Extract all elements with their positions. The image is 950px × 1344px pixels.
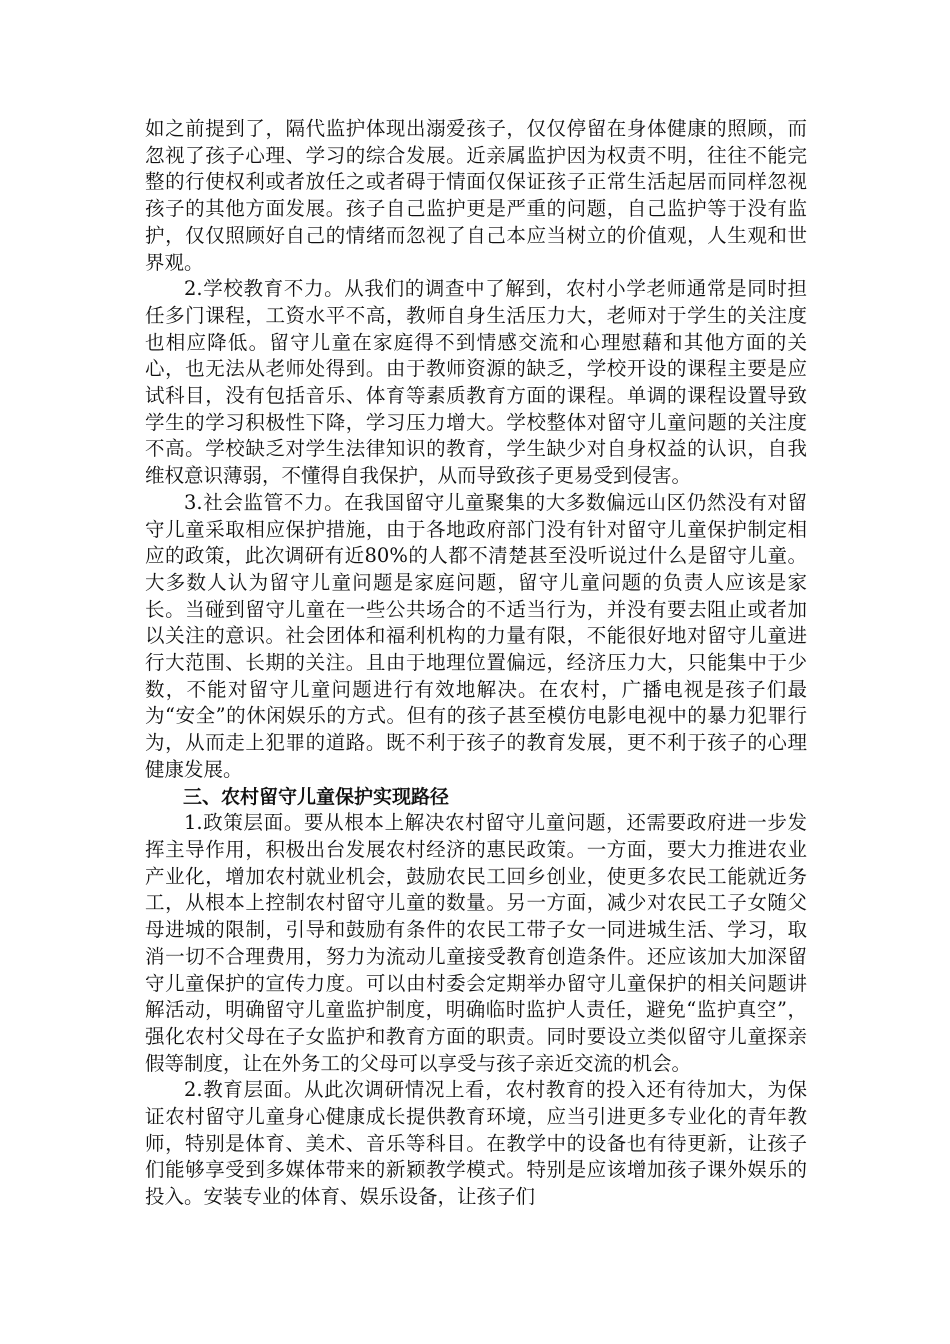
paragraph-guardianship: 如之前提到了，隔代监护体现出溺爱孩子，仅仅停留在身体健康的照顾，而忽视了孩子心理、学习的综合发展。近亲属监护因为权责不明，往往不能完整的行使权利或者放任之或者碍于情面仅保证孩子正常生活起居而同样忽视孩子的其他方面发展。孩子自己监护更是严重的问题，自己监护等于没有监护，仅仅照顾好自己的情绪而忽视了自己本应当树立的价值观，人生观和世界观。 <box>145 117 807 274</box>
paragraph-education-level: 2.教育层面。从此次调研情况上看，农村教育的投入还有待加大，为保证农村留守儿童身心健康成长提供教育环境，应当引进更多专业化的青年教师，特别是体育、美术、音乐等科目。在教学中的设备也有待更新，让孩子们能够享受到多媒体带来的新颖教学模式。特别是应该增加孩子课外娱乐的投入。安装专业的体育、娱乐设备，让孩子们 <box>145 1078 807 1209</box>
paragraph-policy-level: 1.政策层面。要从根本上解决农村留守儿童问题，还需要政府进一步发挥主导作用，积极出台发展农村经济的惠民政策。一方面，要大力推进农业产业化，增加农村就业机会，鼓励农民工回乡创业，使更多农民工能就近务工，从根本上控制农村留守儿童的数量。另一方面，减少对农民工子女随父母进城的限制，引导和鼓励有条件的农民工带子女一同进城生活、学习，取消一切不合理费用，努力为流动儿童接受教育创造条件。还应该加大加深留守儿童保护的宣传力度。可以由村委会定期举办留守儿童保护的相关问题讲解活动，明确留守儿童监护制度，明确临时监护人责任，避免“监护真空”，强化农村父母在子女监护和教育方面的职责。同时要设立类似留守儿童探亲假等制度，让在外务工的父母可以享受与孩子亲近交流的机会。 <box>145 811 807 1075</box>
paragraph-school-education: 2.学校教育不力。从我们的调查中了解到，农村小学老师通常是同时担任多门课程，工资水平不高，教师自身生活压力大，老师对于学生的关注度也相应降低。留守儿童在家庭得不到情感交流和心理慰藉和其他方面的关心，也无法从老师处得到。由于教师资源的缺乏，学校开设的课程主要是应试科目，没有包括音乐、体育等素质教育方面的课程。单调的课程设置导致学生的学习积极性下降，学习压力增大。学校整体对留守儿童问题的关注度不高。学校缺乏对学生法律知识的教育，学生缺少对自身权益的认识，自我维权意识薄弱，不懂得自我保护，从而导致孩子更易受到侵害。 <box>145 277 807 488</box>
section-heading: 三、农村留守儿童保护实现路径 <box>183 785 450 808</box>
document-body <box>145 116 807 1211</box>
paragraph-social-supervision: 3.社会监管不力。在我国留守儿童聚集的大多数偏远山区仍然没有对留守儿童采取相应保护措施，由于各地政府部门没有针对留守儿童保护制定相应的政策，此次调研有近80%的人都不清楚甚至没听说过什么是留守儿童。大多数人认为留守儿童问题是家庭问题，留守儿童问题的负责人应该是家长。当碰到留守儿童在一些公共场合的不适当行为，并没有要去阻止或者加以关注的意识。社会团体和福利机构的力量有限，不能很好地对留守儿童进行大范围、长期的关注。且由于地理位置偏远，经济压力大，只能集中于少数，不能对留守儿童问题进行有效地解决。在农村，广播电视是孩子们最为“安全”的休闲娱乐的方式。但有的孩子甚至模仿电影电视中的暴力犯罪行为，从而走上犯罪的道路。既不利于孩子的教育发展，更不利于孩子的心理健康发展。 <box>145 490 807 781</box>
